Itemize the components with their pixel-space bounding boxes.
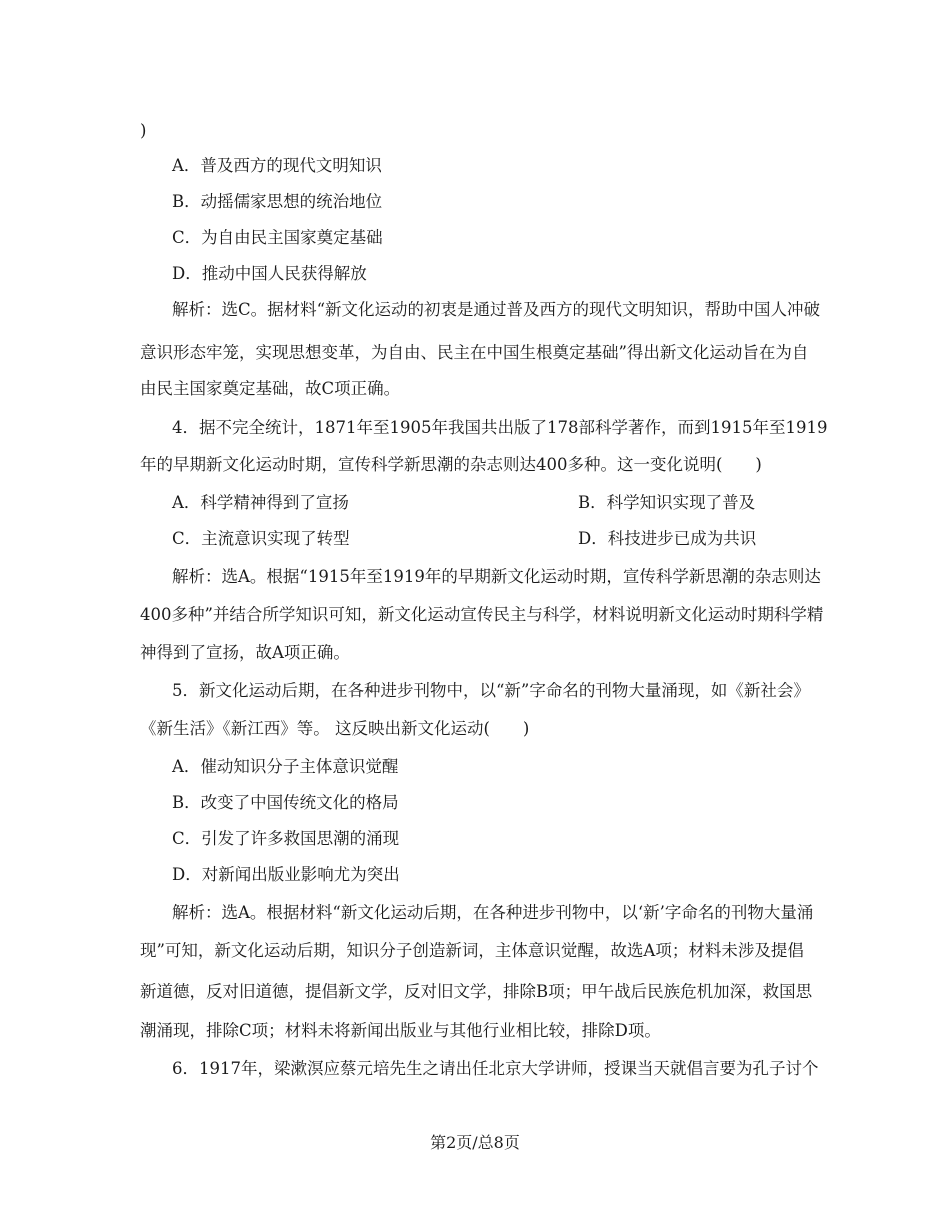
q4-analysis-line: 400多种”并结合所学知识可知，新文化运动宣传民主与科学，材料说明新文化运动时期科学精 xyxy=(140,605,824,624)
q3-option-b: B．动摇儒家思想的统治地位 xyxy=(172,192,383,211)
q5-analysis-line: 潮涌现，排除C项；材料未将新闻出版业与其他行业相比较，排除D项。 xyxy=(140,1021,661,1040)
q4-option-a: A．科学精神得到了宣扬 xyxy=(172,493,349,512)
q5-option-b: B．改变了中国传统文化的格局 xyxy=(172,793,399,812)
q5-stem-line: 《新生活》《新江西》等。 这反映出新文化运动( ) xyxy=(140,719,530,738)
q4-option-c: C．主流意识实现了转型 xyxy=(172,529,350,548)
q3-option-c: C．为自由民主国家奠定基础 xyxy=(172,228,383,247)
q3-option-a: A．普及西方的现代文明知识 xyxy=(172,156,382,175)
q3-stem-tail: ) xyxy=(140,121,147,140)
q5-analysis-line: 解析：选A。根据材料“新文化运动后期，在各种进步刊物中，以‘新’字命名的刊物大量涌 xyxy=(172,903,814,922)
q4-option-d: D．科技进步已成为共识 xyxy=(578,529,757,548)
q3-analysis-line: 解析：选C。据材料“新文化运动的初衷是通过普及西方的现代文明知识，帮助中国人冲破 xyxy=(172,300,821,319)
q4-stem-line: 年的早期新文化运动时期，宣传科学新思潮的杂志则达400多种。这一变化说明( ) xyxy=(140,455,762,474)
page-number: 第2页/总8页 xyxy=(430,1133,520,1152)
q5-analysis-line: 现”可知，新文化运动后期，知识分子创造新词，主体意识觉醒，故选A项；材料未涉及提倡 xyxy=(140,941,804,960)
q5-option-d: D．对新闻出版业影响尤为突出 xyxy=(172,865,400,884)
q3-analysis-line: 意识形态牢笼，实现思想变革，为自由、民主在中国生根奠定基础”得出新文化运动旨在为自 xyxy=(140,343,809,362)
q5-stem-line: 5．新文化运动后期，在各种进步刊物中，以“新”字命名的刊物大量涌现，如《新社会》 xyxy=(172,681,810,700)
q4-analysis-line: 神得到了宣扬，故A项正确。 xyxy=(140,643,350,662)
q4-stem-line: 4．据不完全统计，1871年至1905年我国共出版了178部科学著作，而到1915年至1919 xyxy=(172,418,828,437)
q5-option-c: C．引发了许多救国思潮的涌现 xyxy=(172,829,400,848)
q6-stem-line: 6．1917年，梁漱溟应蔡元培先生之请出任北京大学讲师，授课当天就倡言要为孔子讨个 xyxy=(172,1059,819,1078)
q5-option-a: A．催动知识分子主体意识觉醒 xyxy=(172,757,399,776)
q3-analysis-line: 由民主国家奠定基础，故C项正确。 xyxy=(140,379,401,398)
q4-analysis-line: 解析：选A。根据“1915年至1919年的早期新文化运动时期，宣传科学新思潮的杂志则达 xyxy=(172,567,821,586)
q3-option-d: D．推动中国人民获得解放 xyxy=(172,264,367,283)
q5-analysis-line: 新道德，反对旧道德，提倡新文学，反对旧文学，排除B项；甲午战后民族危机加深，救国思 xyxy=(140,982,813,1001)
q4-option-b: B．科学知识实现了普及 xyxy=(578,493,756,512)
